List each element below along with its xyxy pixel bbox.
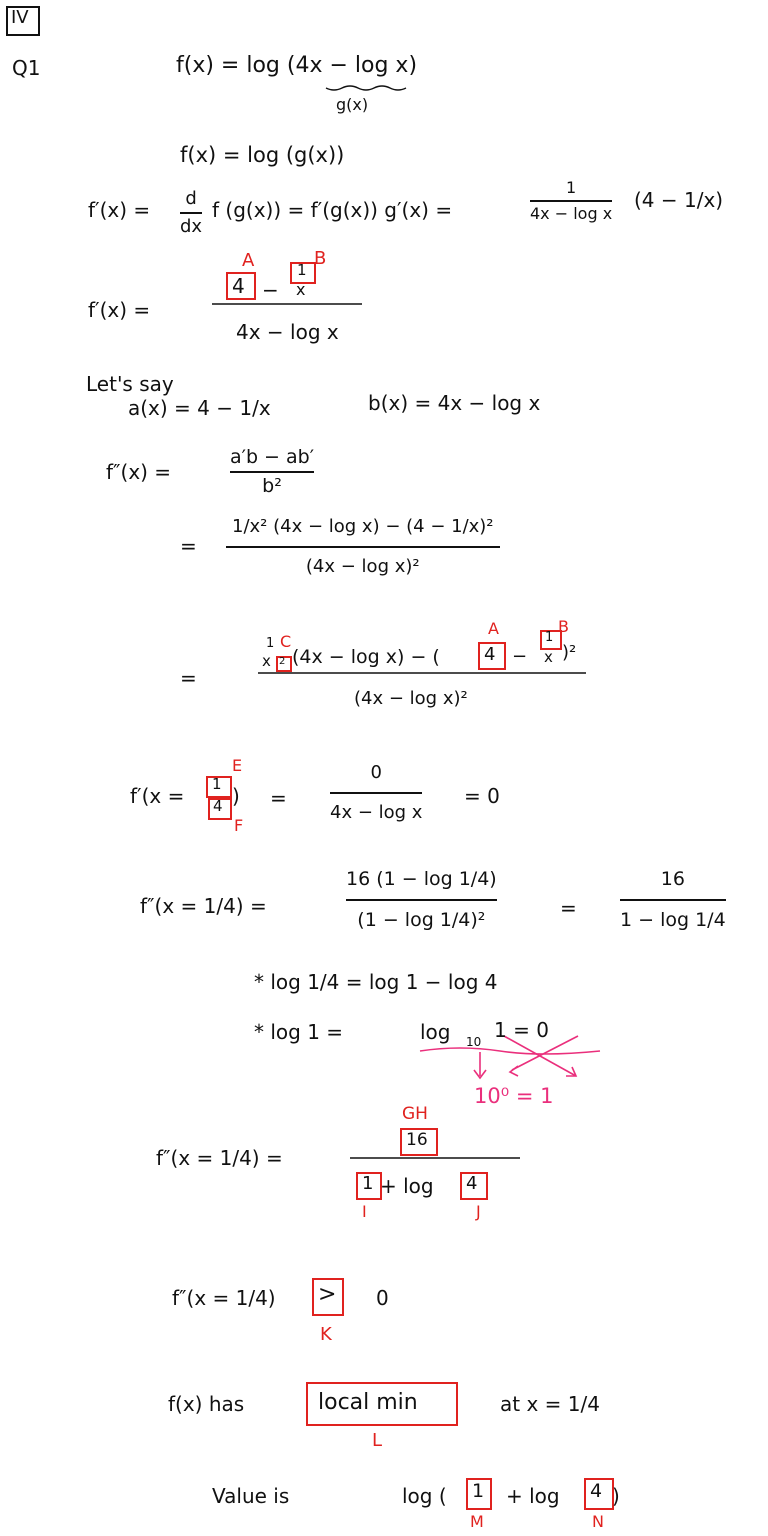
label-A2: A: [488, 619, 499, 638]
b-definition: b(x) = 4x − log x: [368, 391, 541, 415]
step2-num-c: −: [512, 646, 528, 667]
note-log-base: log: [420, 1020, 451, 1044]
answer-N: 4: [590, 1480, 603, 1502]
fpp-num: 16 (1 − log 1/4): [346, 868, 497, 890]
label-A: A: [242, 250, 255, 271]
question-label: Q1: [12, 56, 41, 80]
answer-GH: 16: [406, 1130, 428, 1150]
fpp-den: (1 − log 1/4)²: [357, 908, 486, 931]
fpp-fraction: [346, 870, 497, 930]
label-I: I: [362, 1202, 367, 1221]
label-N: N: [592, 1512, 604, 1531]
fpp-lhs: f″(x = 1/4) =: [140, 894, 267, 918]
lets-say: Let's say: [86, 372, 174, 396]
ddx-num: d: [185, 188, 197, 209]
fpp-num2: 16: [660, 868, 685, 890]
quotient-den: b²: [262, 474, 282, 497]
answer-L: local min: [318, 1390, 418, 1415]
step2-num-xsq: x: [262, 652, 271, 670]
label-M: M: [470, 1512, 484, 1531]
ddx-den: dx: [180, 215, 203, 237]
answer-J: 4: [466, 1173, 478, 1194]
derivative-lhs-2: f′(x) =: [88, 298, 151, 322]
value-log-open: log (: [402, 1484, 447, 1508]
value-close: ): [612, 1484, 620, 1508]
second-derivative-lhs: f″(x) =: [106, 460, 172, 484]
step2-den: (4x − log x)²: [354, 688, 468, 709]
fpp3-plus-log: + log: [380, 1174, 434, 1198]
chain-rule-tail: (4 − 1/x): [634, 188, 724, 212]
label-E: E: [232, 756, 243, 775]
fprime-frac-bar: [330, 792, 422, 794]
label-GH: GH: [402, 1104, 428, 1124]
answer-A2: 4: [484, 644, 496, 665]
answer-A: 4: [232, 274, 245, 298]
label-J: J: [476, 1202, 481, 1221]
answer-F: 4: [213, 797, 223, 815]
equals-4: =: [560, 896, 577, 920]
fpp4-lhs: f″(x = 1/4): [172, 1286, 276, 1310]
fpp-simplified: [620, 870, 726, 930]
function-definition: f(x) = log (4x − log x): [176, 53, 418, 78]
composite-form: f(x) = log (g(x)): [180, 143, 345, 167]
chain-frac-den: 4x − log x: [530, 203, 613, 223]
has-text: f(x) has: [168, 1392, 245, 1416]
equals-3: =: [270, 786, 287, 810]
chain-rule: f (g(x)) = f′(g(x)) g′(x) =: [212, 198, 453, 222]
equals-1: =: [180, 534, 197, 558]
label-K: K: [320, 1324, 332, 1345]
inner-function-label: g(x): [336, 95, 369, 114]
fpp-bar: [346, 899, 497, 901]
answer-M: 1: [472, 1480, 485, 1502]
note-log-quarter: * log 1/4 = log 1 − log 4: [254, 970, 498, 994]
answer-E: 1: [212, 775, 222, 793]
note-power-ten: 10⁰ = 1: [474, 1084, 554, 1108]
answer-K: >: [318, 1282, 337, 1307]
label-L: L: [372, 1430, 383, 1451]
value-label: Value is: [212, 1484, 290, 1508]
label-C: C: [280, 632, 292, 651]
fprime-frac-den: 4x − log x: [330, 801, 423, 823]
fpp-bar2: [620, 899, 726, 901]
fpp3-lhs: f″(x = 1/4) =: [156, 1146, 283, 1170]
note-log-one: * log 1 =: [254, 1020, 344, 1044]
note-log-base-sub: 10: [466, 1035, 482, 1049]
fprime-critical-fraction: [330, 764, 422, 822]
fpp4-rhs: 0: [376, 1286, 389, 1310]
section-label: IV: [11, 7, 29, 28]
derivative-den: 4x − log x: [236, 320, 339, 344]
value-plus-log: + log: [506, 1484, 560, 1508]
note-log-value: 1 = 0: [494, 1018, 549, 1042]
a-definition: a(x) = 4 − 1/x: [128, 396, 271, 420]
step2-num-d: )²: [562, 642, 577, 663]
equals-2: =: [180, 666, 197, 690]
quotient-num: a′b − ab′: [230, 446, 315, 468]
label-F: F: [234, 816, 244, 835]
fprime-critical-paren: ): [232, 784, 240, 808]
step2-num-x: x: [544, 648, 553, 666]
fpp-den2: 1 − log 1/4: [620, 908, 726, 931]
derivative-num-dash: −: [262, 278, 279, 302]
at-text: at x = 1/4: [500, 1392, 600, 1416]
step1-num: 1/x² (4x − log x) − (4 − 1/x)²: [232, 516, 494, 537]
answer-B: 1: [297, 261, 307, 279]
step1-den: (4x − log x)²: [305, 555, 420, 577]
derivative-num-x: x: [296, 280, 306, 299]
answer-B2: 1: [545, 630, 554, 645]
fprime-critical-rhs: = 0: [464, 784, 500, 808]
derivative-lhs: f′(x) =: [88, 198, 151, 222]
fprime-frac-num: 0: [370, 762, 382, 783]
step2-num-a: 1: [266, 636, 275, 651]
fprime-critical-lhs: f′(x =: [130, 784, 185, 808]
chain-frac-num: 1: [565, 178, 577, 197]
label-B2: B: [558, 617, 569, 636]
label-B: B: [314, 248, 327, 269]
answer-C: 2: [279, 656, 286, 667]
step2-num-b: (4x − log x) − (: [292, 646, 440, 668]
answer-I: 1: [362, 1173, 374, 1194]
